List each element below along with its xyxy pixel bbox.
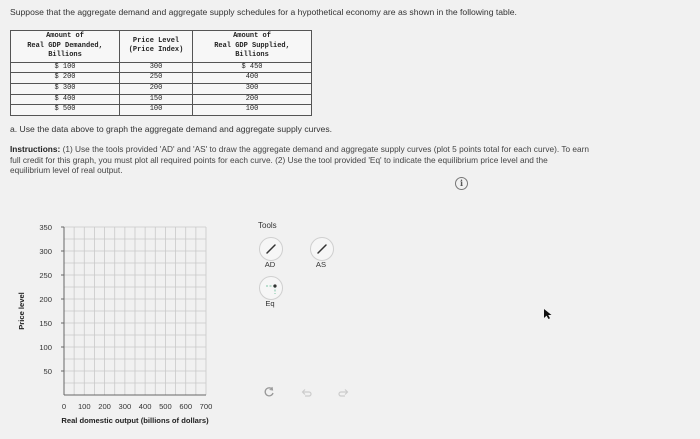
table-row (11, 62, 312, 73)
instructions-text: (1) Use the tools provided 'AD' and 'AS' to draw the aggregate demand and aggregate supply curves (plot 5 points total for each curve). To earn full credit for this graph, you must plot all required points for each curve. (2) Use the tool provided 'Eq' to indicate the equilibrium price level and the equilibrium level of real output. (10, 144, 589, 175)
x-tick-label: 400 (138, 402, 152, 411)
ad-tool-button[interactable] (259, 237, 283, 261)
table-cell: 400 (193, 73, 312, 84)
undo-icon[interactable] (300, 386, 312, 401)
x-axis-label: Real domestic output (billions of dollars) (61, 416, 209, 425)
table-cell: 100 (120, 105, 193, 116)
x-tick-label: 0 (61, 402, 67, 411)
table-row (11, 83, 312, 94)
instructions-label: Instructions: (10, 144, 61, 154)
table-cell: $ 100 (11, 62, 120, 73)
table-cell: $ 500 (11, 105, 120, 116)
x-tick-label: 200 (98, 402, 111, 411)
x-tick-label: 300 (118, 402, 132, 411)
eq-tool-label: Eq (265, 299, 275, 308)
y-tick-label: 300 (39, 247, 52, 256)
x-tick-label: 700 (199, 402, 213, 411)
y-tick-label: 150 (39, 319, 52, 328)
ad-tool-label: AD (264, 260, 276, 269)
instructions (10, 144, 590, 176)
y-tick-label: 50 (43, 367, 52, 376)
question-intro: Suppose that the aggregate demand and aggregate supply schedules for a hypothetical economy are as shown in the following table. (10, 7, 517, 17)
y-tick-label: 200 (39, 295, 52, 304)
question-a: a. Use the data above to graph the aggregate demand and aggregate supply curves. (10, 124, 333, 134)
table-cell: 200 (120, 83, 193, 94)
eq-tool-button[interactable] (259, 276, 283, 300)
table-cell: 250 (120, 73, 193, 84)
reset-icon[interactable] (263, 386, 275, 401)
y-tick-label: 250 (39, 271, 52, 280)
y-tick-label: 350 (39, 223, 52, 232)
line-draw-icon (260, 238, 282, 260)
y-tick-label: 100 (39, 343, 52, 352)
schedule-table (10, 30, 312, 116)
equilibrium-icon (260, 277, 282, 299)
as-tool-button[interactable] (310, 237, 334, 261)
x-tick-label: 100 (77, 402, 91, 411)
table-cell: $ 450 (193, 62, 312, 73)
header-price-level: Price Level (Price Index) (120, 31, 193, 63)
tools-title: Tools (258, 221, 277, 230)
table-header-row (11, 31, 312, 63)
table-cell: $ 200 (11, 73, 120, 84)
table-cell: 300 (120, 62, 193, 73)
grid-lines (64, 227, 206, 395)
table-cell: $ 300 (11, 83, 120, 94)
table-row (11, 105, 312, 116)
info-icon[interactable]: i (455, 177, 468, 190)
redo-icon[interactable] (338, 386, 350, 401)
x-tick-label: 500 (159, 402, 172, 411)
graph-canvas[interactable] (0, 215, 250, 439)
table-cell: $ 400 (11, 94, 120, 105)
table-row (11, 73, 312, 84)
table-cell: 150 (120, 94, 193, 105)
x-tick-label: 600 (179, 402, 193, 411)
table-cell: 200 (193, 94, 312, 105)
table-row (11, 94, 312, 105)
header-real-gdp-supplied: Amount of Real GDP Supplied, Billions (193, 31, 312, 63)
table-cell: 300 (193, 83, 312, 94)
y-axis-label: Price level (17, 292, 26, 330)
mouse-cursor-icon (543, 308, 553, 320)
as-tool-label: AS (315, 260, 327, 269)
line-draw-icon (311, 238, 333, 260)
table-cell: 100 (193, 105, 312, 116)
header-real-gdp-demanded: Amount of Real GDP Demanded, Billions (11, 31, 120, 63)
